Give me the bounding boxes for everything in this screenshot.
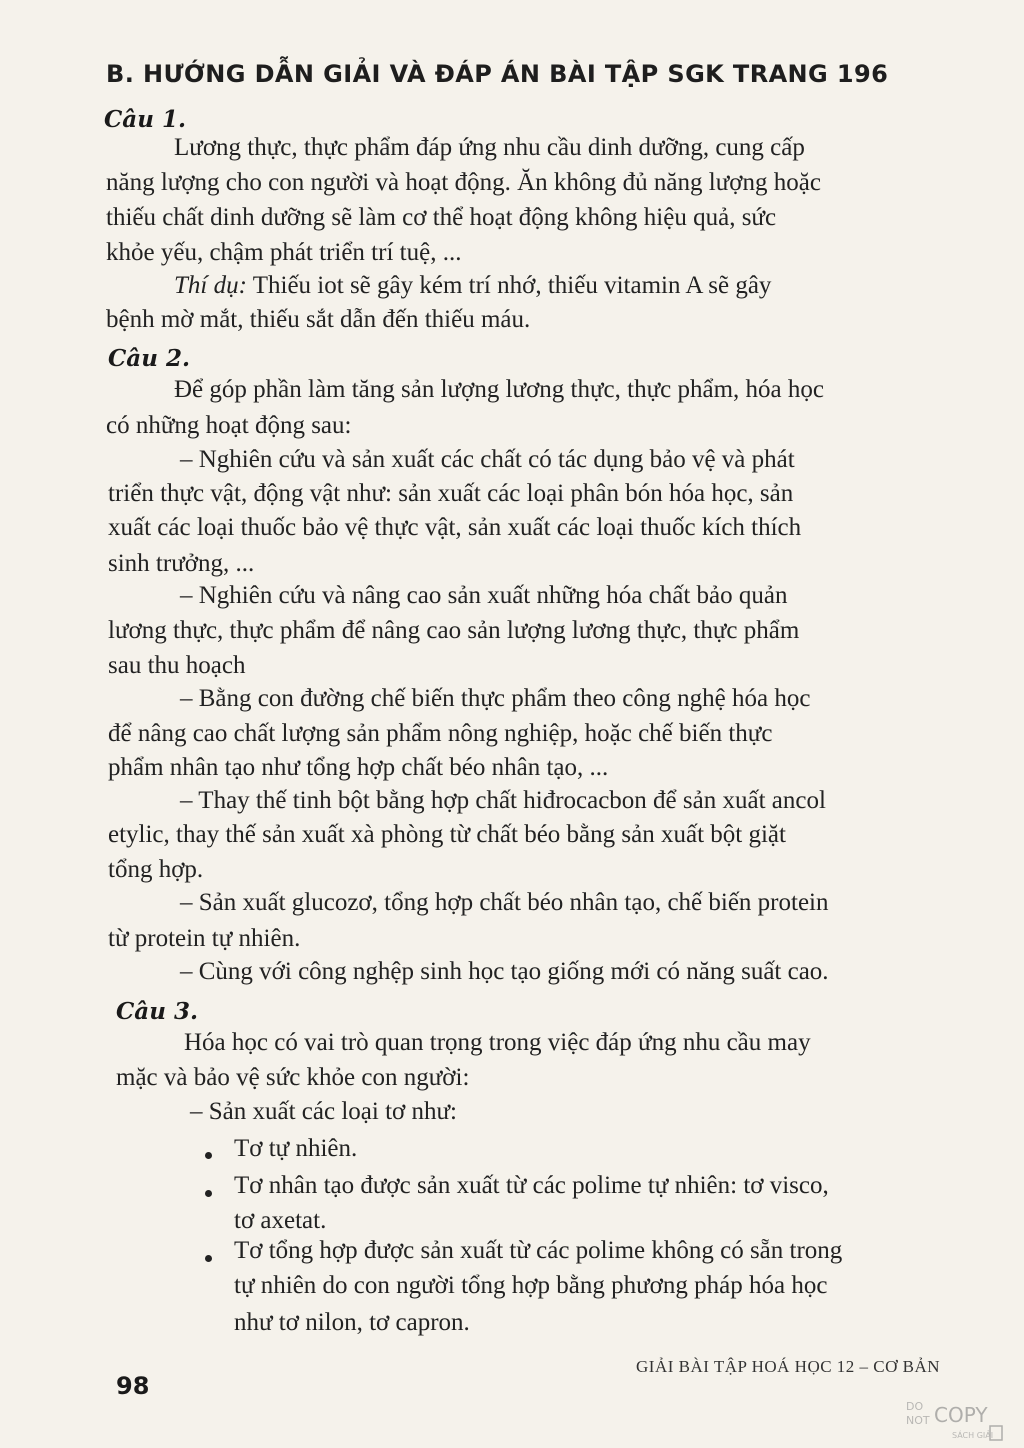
- page-number: 98: [116, 1372, 150, 1400]
- paragraph-line: lương thực, thực phẩm để nâng cao sản lượng lương thực, thực phẩm: [108, 617, 800, 644]
- paragraph-line: có những hoạt động sau:: [106, 412, 352, 439]
- bullet-dot-icon: [205, 1190, 212, 1197]
- bullet-dot-icon: [205, 1152, 212, 1159]
- bullet-item: Tơ tổng hợp được sản xuất từ các polime không có sẵn trong: [234, 1237, 843, 1264]
- paragraph-line: Lương thực, thực phẩm đáp ứng nhu cầu dinh dưỡng, cung cấp: [174, 134, 805, 161]
- svg-text:NOT: NOT: [906, 1414, 930, 1427]
- bullet-item: Tơ tự nhiên.: [234, 1135, 358, 1162]
- paragraph-line: – Nghiên cứu và nâng cao sản xuất những hóa chất bảo quản: [180, 582, 788, 609]
- paragraph-line: sau thu hoạch: [108, 652, 246, 679]
- paragraph-line: phẩm nhân tạo như tổng hợp chất béo nhân tạo, ...: [108, 754, 609, 781]
- paragraph-line: bệnh mờ mắt, thiếu sắt dẫn đến thiếu máu.: [106, 306, 531, 333]
- paragraph-line: thiếu chất dinh dưỡng sẽ làm cơ thể hoạt động không hiệu quả, sức: [106, 204, 777, 231]
- paragraph-line: – Bằng con đường chế biến thực phẩm theo công nghệ hóa học: [180, 685, 811, 712]
- bullet-item-continued: như tơ nilon, tơ capron.: [234, 1309, 470, 1336]
- svg-text:SÁCH GIẢI: SÁCH GIẢI: [952, 1431, 994, 1440]
- paragraph-line: – Nghiên cứu và sản xuất các chất có tác dụng bảo vệ và phát: [180, 446, 795, 473]
- paragraph-line: Để góp phần làm tăng sản lượng lương thực, thực phẩm, hóa học: [174, 376, 824, 403]
- question-3-label: Câu 3.: [116, 998, 198, 1025]
- paragraph-line: triển thực vật, động vật như: sản xuất các loại phân bón hóa học, sản: [108, 480, 794, 507]
- bullet-item-continued: tơ axetat.: [234, 1207, 327, 1234]
- paragraph-line: – Cùng với công nghệp sinh học tạo giống mới có năng suất cao.: [180, 958, 829, 985]
- paragraph-line: để nâng cao chất lượng sản phẩm nông nghiệp, hoặc chế biến thực: [108, 720, 773, 747]
- example-line: [174, 272, 771, 300]
- svg-text:DO: DO: [906, 1400, 924, 1413]
- paragraph-line: tổng hợp.: [108, 856, 204, 883]
- example-prefix: Thí dụ:: [174, 272, 247, 299]
- watermark-logo: [902, 1396, 1020, 1444]
- question-1-label: Câu 1.: [104, 106, 186, 133]
- paragraph-line: khỏe yếu, chậm phát triển trí tuệ, ...: [106, 239, 462, 266]
- paragraph-line: năng lượng cho con người và hoạt động. Ăn không đủ năng lượng hoặc: [106, 169, 821, 196]
- svg-text:COPY: COPY: [934, 1403, 988, 1427]
- paragraph-line: – Sản xuất các loại tơ như:: [190, 1098, 457, 1125]
- paragraph-line: mặc và bảo vệ sức khỏe con người:: [116, 1064, 470, 1091]
- paragraph-line: sinh trưởng, ...: [108, 550, 255, 577]
- bullet-item-continued: tự nhiên do con người tổng hợp bằng phương pháp hóa học: [234, 1272, 828, 1299]
- paragraph-line: – Sản xuất glucozơ, tổng hợp chất béo nhân tạo, chế biến protein: [180, 889, 829, 916]
- paragraph-line: từ protein tự nhiên.: [108, 925, 301, 952]
- bullet-item: Tơ nhân tạo được sản xuất từ các polime tự nhiên: tơ visco,: [234, 1172, 829, 1199]
- paragraph-line: – Thay thế tinh bột bằng hợp chất hiđrocacbon để sản xuất ancol: [180, 787, 826, 814]
- question-2-label: Câu 2.: [108, 345, 190, 372]
- paragraph-line: etylic, thay thế sản xuất xà phòng từ chất béo bằng sản xuất bột giặt: [108, 821, 786, 848]
- example-text: Thiếu iot sẽ gây kém trí nhớ, thiếu vitamin A sẽ gây: [246, 272, 772, 299]
- paragraph-line: xuất các loại thuốc bảo vệ thực vật, sản xuất các loại thuốc kích thích: [108, 514, 802, 541]
- bullet-dot-icon: [205, 1255, 212, 1262]
- running-footer-title: GIẢI BÀI TẬP HOÁ HỌC 12 – CƠ BẢN: [636, 1357, 941, 1376]
- section-heading: B. HƯỚNG DẪN GIẢI VÀ ĐÁP ÁN BÀI TẬP SGK TRANG 196: [106, 60, 889, 88]
- paragraph-line: Hóa học có vai trò quan trọng trong việc đáp ứng nhu cầu may: [184, 1029, 811, 1056]
